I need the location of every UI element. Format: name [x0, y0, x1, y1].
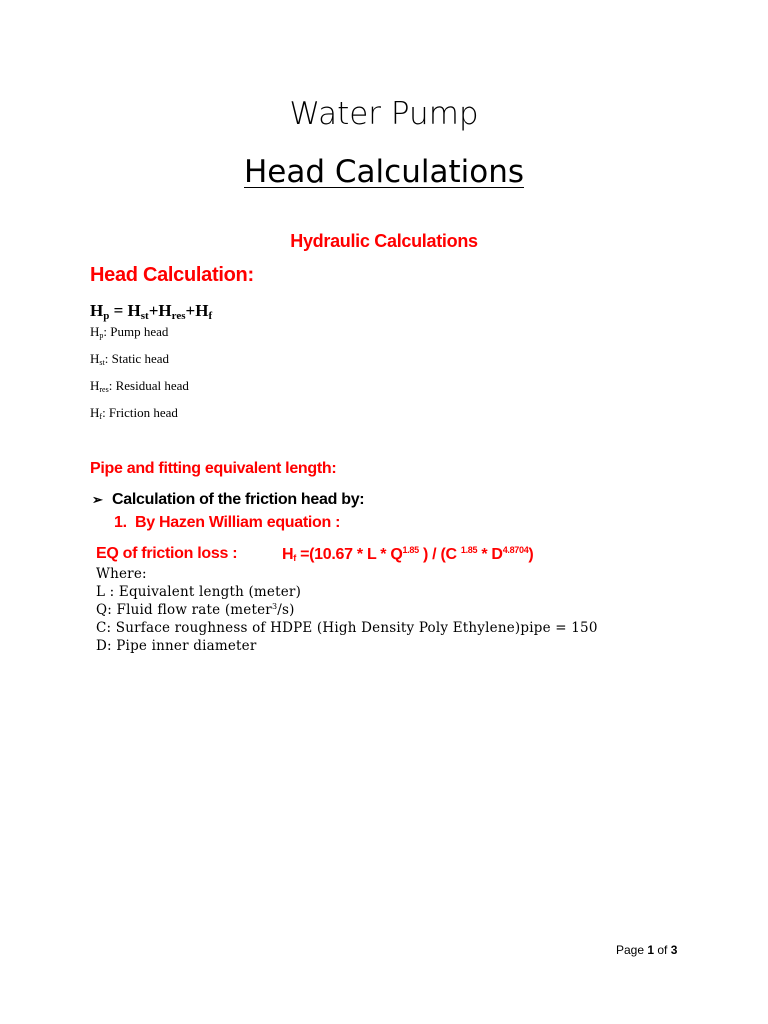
definition-subscript: p	[99, 331, 104, 340]
footer-current-page: 1	[647, 943, 655, 957]
definition-symbol: H	[90, 378, 100, 393]
equation-subscript: f	[293, 553, 296, 563]
formula-subscript: res	[171, 310, 186, 322]
arrow-bullet-icon: ➢	[92, 492, 103, 507]
equation-part: )	[528, 546, 534, 563]
definition-subscript: st	[99, 358, 105, 367]
formula-subscript: p	[103, 310, 110, 322]
where-L: L : Equivalent length (meter)	[96, 584, 302, 600]
formula-symbol: H	[158, 301, 172, 320]
definition-subscript: f	[99, 412, 103, 421]
section-heading: Hydraulic Calculations	[290, 231, 478, 251]
definition-symbol: H	[90, 405, 100, 420]
where-Q-text: Q: Fluid flow rate (meter	[96, 602, 272, 618]
formula-symbol: H	[90, 301, 104, 320]
head-calculation-heading: Head Calculation:	[90, 264, 254, 286]
pipe-fitting-heading: Pipe and fitting equivalent length:	[90, 460, 337, 477]
friction-equation	[282, 545, 533, 564]
definition-subscript: res	[99, 385, 109, 394]
document-subtitle	[0, 154, 768, 190]
bullet-text: Calculation of the friction head by:	[112, 491, 365, 508]
document-title: Water Pump	[289, 96, 479, 132]
numbered-item	[114, 514, 340, 532]
item-number: 1.	[114, 514, 127, 531]
bullet-item	[92, 491, 364, 509]
formula-plus: +	[185, 301, 196, 320]
definition-text: : Static head	[104, 351, 169, 366]
footer-of-label: of	[654, 943, 671, 957]
equation-part: ) / (C	[418, 546, 461, 563]
formula-symbol: H	[127, 301, 141, 320]
where-Q-superscript: 3	[271, 602, 278, 611]
definition-friction-head	[90, 405, 178, 421]
definition-text: : Residual head	[108, 378, 189, 393]
equation-exponent: 1.85	[402, 545, 419, 555]
where-Q	[96, 602, 295, 618]
definition-symbol: H	[90, 324, 100, 339]
equation-label: EQ of friction loss :	[96, 545, 238, 562]
footer-total-pages: 3	[670, 943, 678, 957]
definition-text: : Pump head	[103, 324, 169, 339]
formula-plus: +	[148, 301, 159, 320]
footer-page-label: Page	[616, 943, 648, 957]
formula-subscript: st	[140, 310, 149, 322]
item-text: By Hazen William equation :	[135, 514, 341, 531]
where-D: D: Pipe inner diameter	[96, 638, 257, 654]
page-footer	[616, 943, 677, 957]
equation-symbol: H	[282, 546, 294, 563]
subtitle-text: Head Calculations	[244, 154, 524, 190]
equation-exponent: 4.8704	[502, 545, 529, 555]
definition-static-head	[90, 351, 169, 367]
equation-exponent: 1.85	[460, 545, 478, 555]
definition-pump-head	[90, 324, 168, 340]
equation-part: =(10.67 * L * Q	[295, 546, 403, 563]
formula-symbol: H	[195, 301, 209, 320]
definition-residual-head	[90, 378, 189, 394]
definition-text: : Friction head	[102, 405, 178, 420]
where-C: C: Surface roughness of HDPE (High Density Poly Ethylene)pipe = 150	[96, 620, 598, 636]
head-formula	[90, 301, 212, 322]
equation-part: * D	[477, 546, 503, 563]
formula-subscript: f	[208, 310, 213, 322]
definition-symbol: H	[90, 351, 100, 366]
where-Q-unit: /s)	[277, 602, 295, 618]
where-label: Where:	[96, 566, 147, 582]
formula-equals: =	[109, 301, 128, 320]
